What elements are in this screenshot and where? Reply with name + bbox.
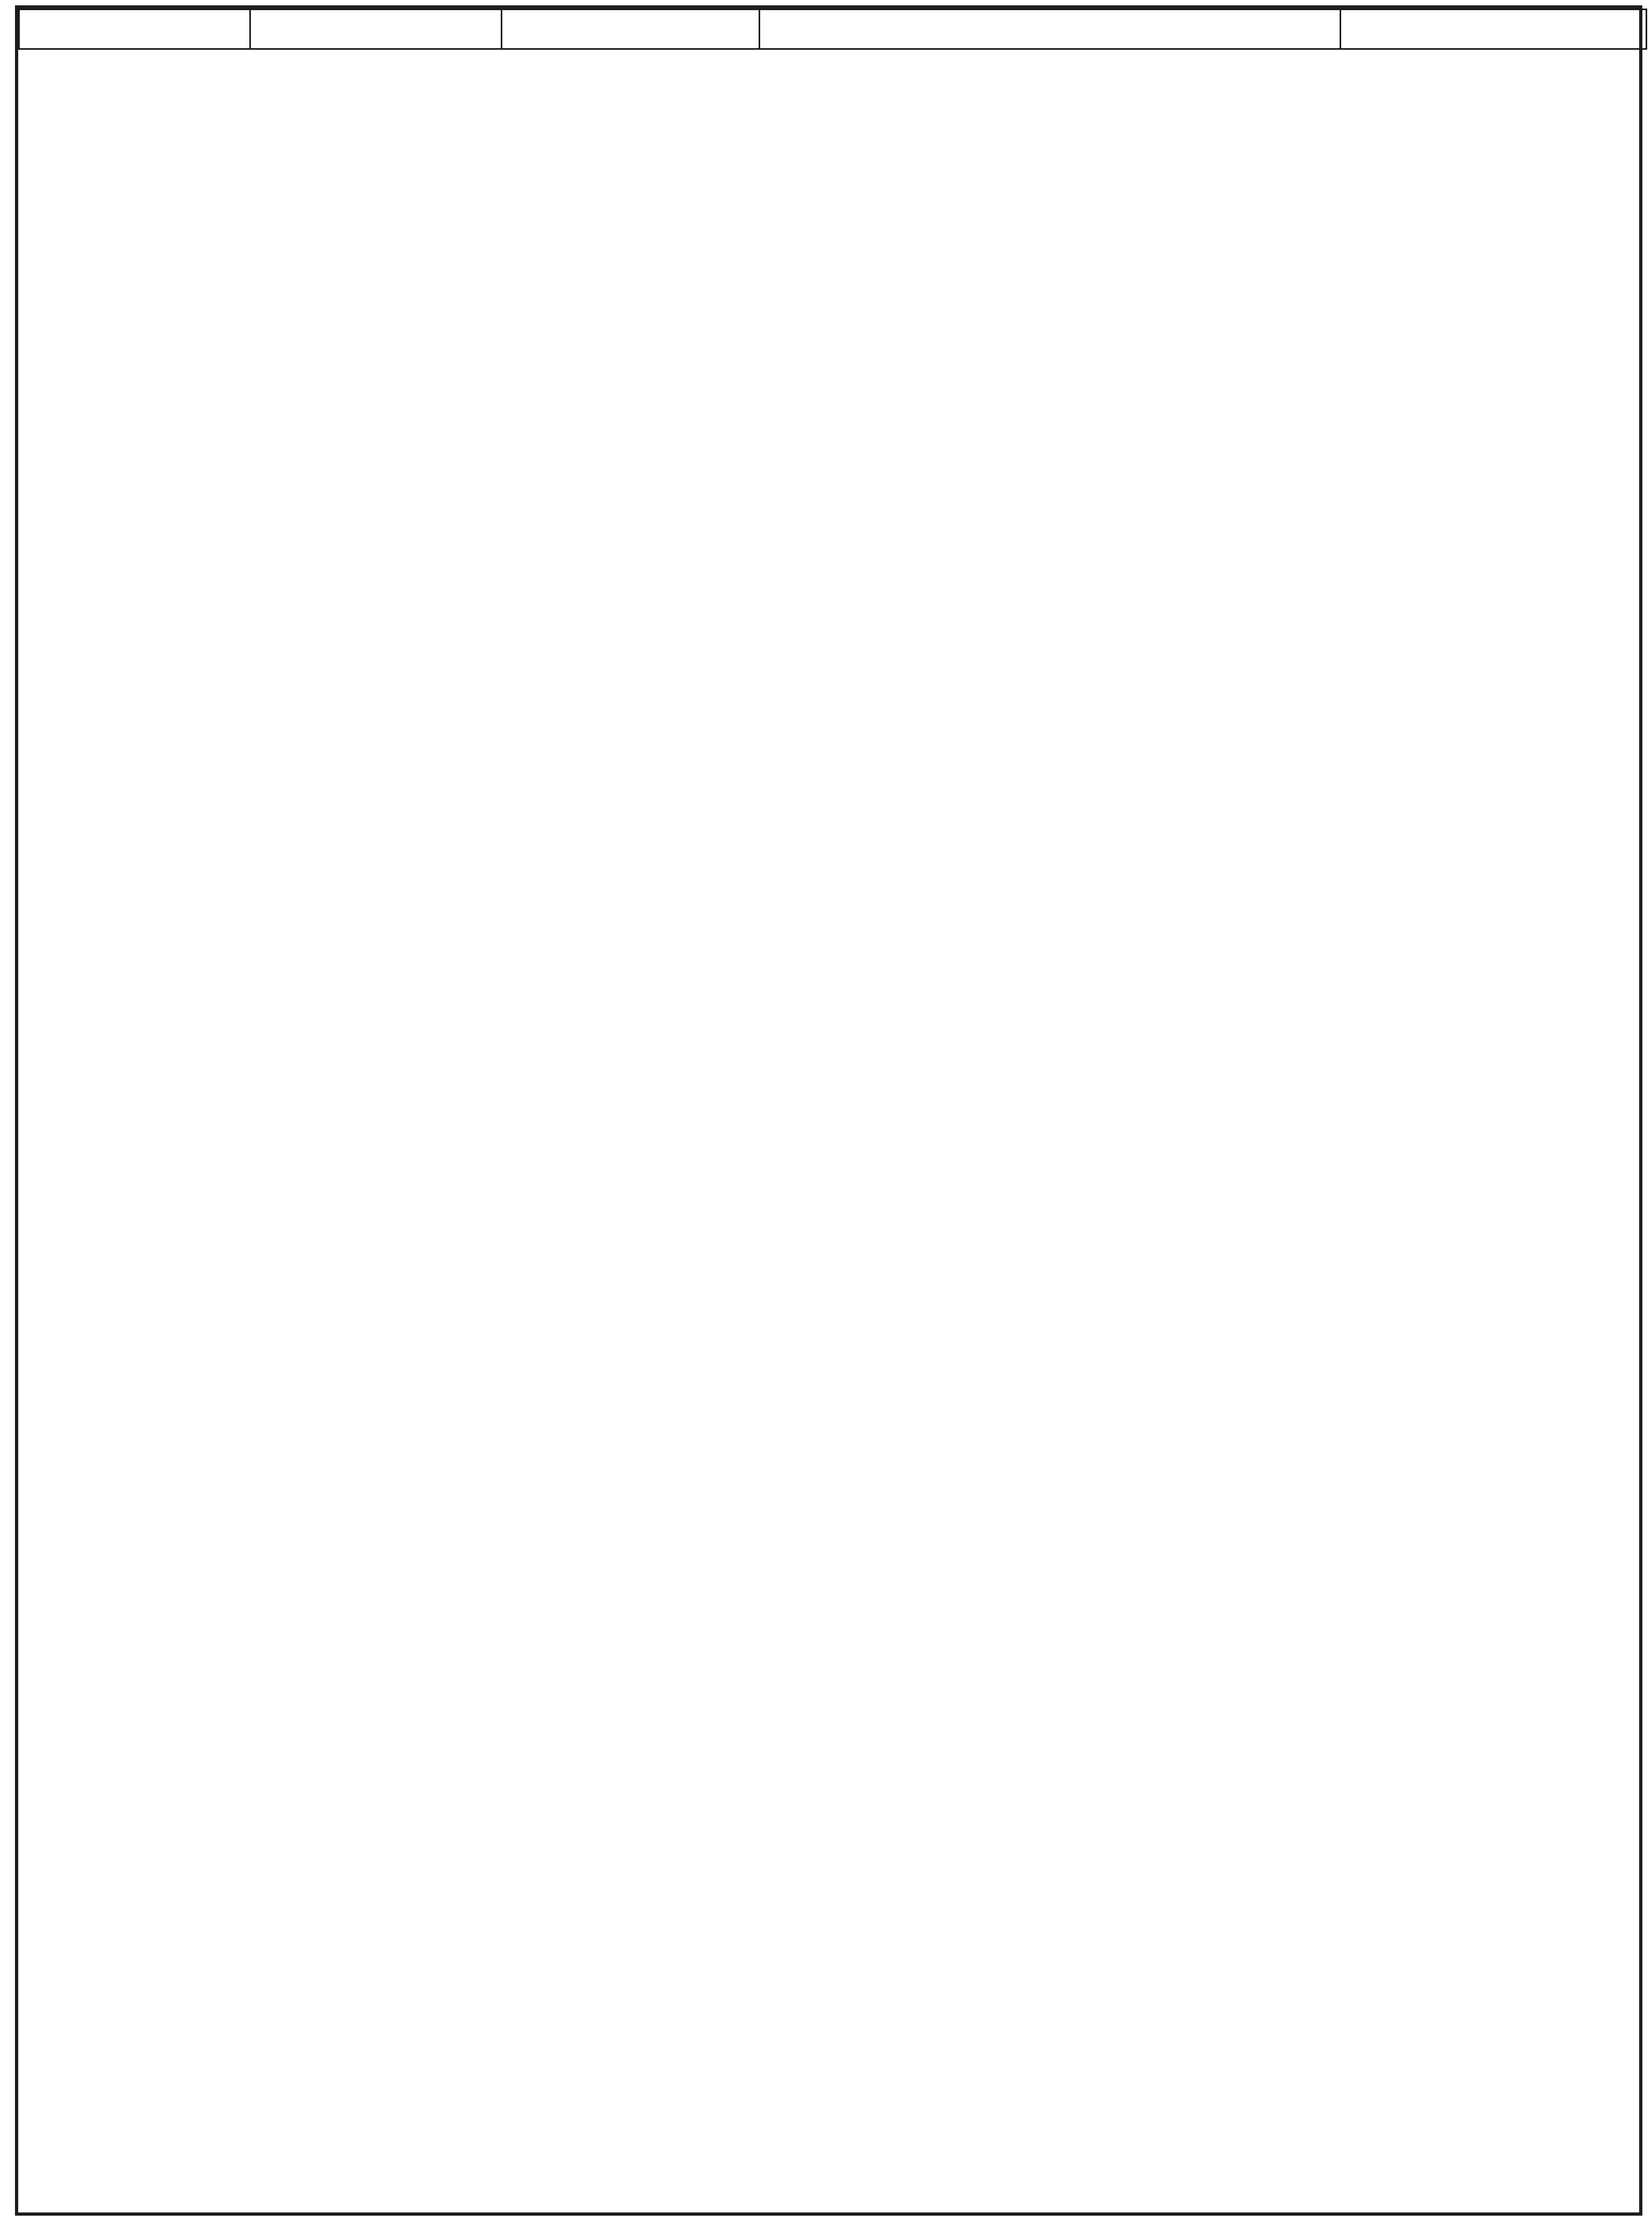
table-body bbox=[19, 49, 1647, 2212]
header-thickness bbox=[250, 10, 502, 49]
stratigraphic-table-frame bbox=[15, 5, 1642, 2216]
header-row bbox=[19, 10, 1647, 49]
header-columnar bbox=[1341, 10, 1647, 49]
header-buried-depth bbox=[502, 10, 760, 49]
stratigraphic-table bbox=[18, 9, 1647, 2212]
header-lithology bbox=[760, 10, 1341, 49]
header-layer-no bbox=[19, 10, 250, 49]
table-header bbox=[19, 10, 1647, 49]
